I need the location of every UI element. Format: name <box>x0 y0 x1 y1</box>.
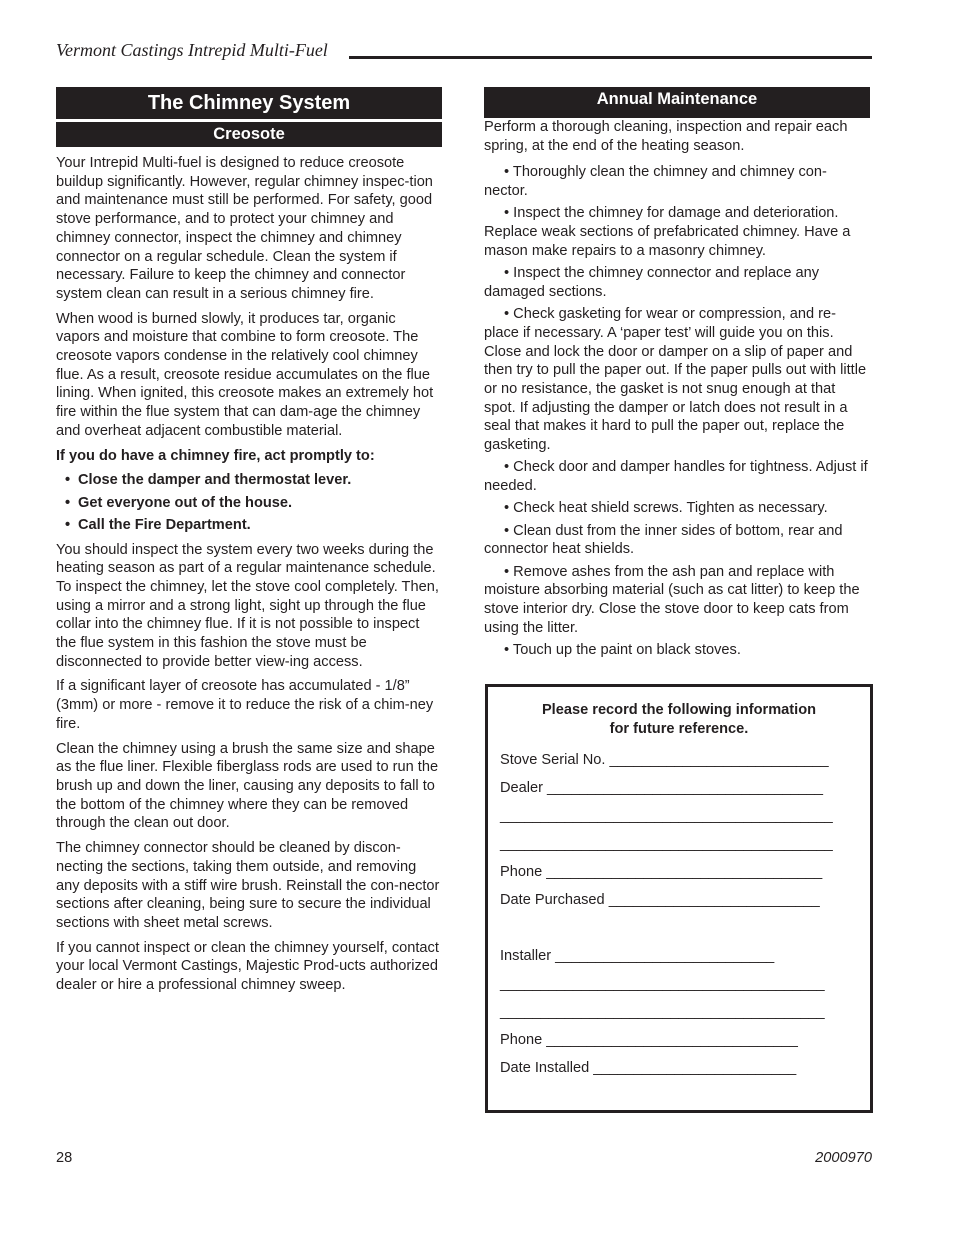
paragraph: Perform a thorough cleaning, inspection and repair each spring, at the end of the heating season. <box>484 119 848 154</box>
blank-line: _________________________________________ <box>500 836 833 852</box>
list-item: • Clean dust from the inner sides of bottom, rear and connector heat shields. <box>484 522 870 559</box>
list-item: • Thoroughly clean the chimney and chimney con-nector. <box>484 163 870 200</box>
stove-serial-field: Stove Serial No. ___________________________ <box>500 752 829 768</box>
fire-steps-list <box>56 471 442 534</box>
subsection-title-creosote: Creosote <box>56 122 442 147</box>
list-item: • Get everyone out of the house. <box>56 494 442 513</box>
paragraph: Clean the chimney using a brush the same size and shape as the flue liner. Flexible fiberglass rods are used to run the brush up and down the liner, causing any deposits to fall to the bottom of the chimney where they can be removed through the clean out door. <box>56 740 439 832</box>
list-item: • Inspect the chimney connector and replace any damaged sections. <box>484 264 870 301</box>
running-title: Vermont Castings Intrepid Multi-Fuel <box>56 40 328 60</box>
fire-heading: If you do have a chimney fire, act promptly to: <box>56 447 375 464</box>
list-item: • Check door and damper handles for tightness. Adjust if needed. <box>484 458 870 495</box>
list-item: • Check heat shield screws. Tighten as necessary. <box>484 499 870 518</box>
list-item: • Remove ashes from the ash pan and replace with moisture absorbing material (such as cat litter) to keep the stove interior dry. Close the stove door to keep cats from using the litter. <box>484 563 870 638</box>
document-number: 2000970 <box>815 1150 872 1166</box>
left-column <box>56 87 442 1001</box>
paragraph: The chimney connector should be cleaned by discon-necting the sections, taking them outside, and removing any deposits with a stiff wire brush. Reinstall the con-nector sections after cleaning, being sure to secure the individual sections with sheet metal screws. <box>56 840 440 931</box>
header-rule <box>349 56 872 59</box>
paragraph: If a significant layer of creosote has accumulated - 1/8” (3mm) or more - remove it to reduce the risk of a chim-ney fire. <box>56 678 434 732</box>
date-purchased-field: Date Purchased __________________________ <box>500 892 820 908</box>
paragraph: Your Intrepid Multi-fuel is designed to reduce creosote buildup significantly. However, regular chimney inspec-tion and maintenance must still be performed. For safety, good stove performance, and to protect your chimney and chimney connector, inspect the chimney and chimney connector on a regular schedule. Clean the system if necessary. Failure to keep the chimney and connector system clean can result in a serious chimney fire. <box>56 155 433 302</box>
record-info-box <box>485 684 873 1113</box>
paragraph: If you cannot inspect or clean the chimney yourself, contact your local Vermont Castings, Majestic Prod-ucts authorized dealer or hire a professional chimney sweep. <box>56 939 439 994</box>
installer-field: Installer ___________________________ <box>500 948 775 964</box>
blank-line: _________________________________________ <box>500 808 833 824</box>
paragraph: When wood is burned slowly, it produces tar, organic vapors and moisture that combine to form creosote. The creosote vapors condense in the relatively cool chimney flue. As a result, creosote residue accumulates on the flue lining. When ignited, this creosote makes an extremely hot fire within the flue system that can dam-age the chimney and overheat adjacent combustible material. <box>56 310 434 439</box>
right-column <box>484 87 870 663</box>
list-item: • Touch up the paint on black stoves. <box>484 641 870 660</box>
phone-field: Phone _______________________________ <box>500 1032 798 1048</box>
list-item: • Inspect the chimney for damage and deterioration. Replace weak sections of prefabricated chimney. Have a mason make repairs to a masonry chimney. <box>484 204 870 260</box>
record-box-title <box>488 701 870 739</box>
phone-field: Phone __________________________________ <box>500 864 823 880</box>
blank-line: ________________________________________ <box>500 1004 825 1020</box>
record-title-line: for future reference. <box>609 721 749 737</box>
date-installed-field: Date Installed _________________________ <box>500 1060 797 1076</box>
blank-line: ________________________________________ <box>500 976 825 992</box>
list-item: • Close the damper and thermostat lever. <box>56 471 442 490</box>
record-title-line: Please record the following information <box>541 702 817 718</box>
dealer-field: Dealer __________________________________ <box>500 780 824 796</box>
list-item: • Check gasketing for wear or compression, and re-place if necessary. A ‘paper test’ will guide you on this. Close and lock the door or damper on a slip of paper and then try to pull the paper out. If the paper pulls out with little or no resistance, the gasket is not snug enough at that spot. If adjusting the damper or latch does not result in a seal that makes it hard to pull the paper out, replace the gasketing. <box>484 305 870 455</box>
section-title-annual-maintenance: Annual Maintenance <box>484 87 870 118</box>
section-title-chimney-system: The Chimney System <box>56 87 442 119</box>
page-number: 28 <box>56 1150 73 1166</box>
paragraph: You should inspect the system every two weeks during the heating season as part of a regular maintenance schedule. To inspect the chimney, let the stove cool completely. Then, using a mirror and a strong light, sight up through the flue collar into the chimney flue. If it is not possible to inspect the flue system in this fashion the stove must be disconnected to provide better view-ing access. <box>56 541 439 670</box>
list-item: • Call the Fire Department. <box>56 516 442 535</box>
